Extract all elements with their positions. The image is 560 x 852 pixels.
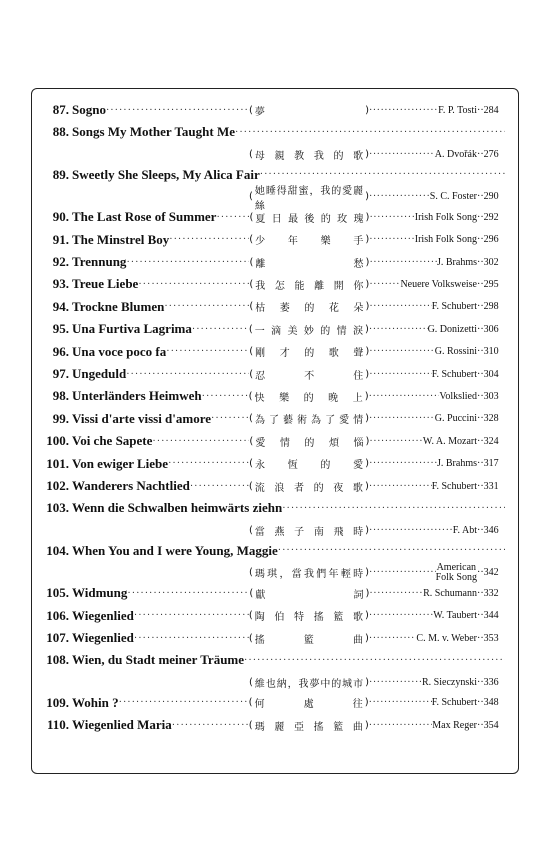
close-paren: ): [365, 676, 369, 688]
leader-dots: [126, 369, 249, 380]
leader-dots: [138, 279, 249, 290]
page-number: ·· 310: [477, 346, 505, 357]
toc-entry: [41, 206, 505, 228]
composer: J. Brahms: [437, 458, 477, 470]
composer: G. Puccini: [434, 413, 477, 425]
leader-dots: [235, 127, 505, 138]
composer: American Folk Song: [435, 561, 477, 583]
song-title: Ungeduld: [72, 366, 127, 381]
entry-number: 106.: [46, 607, 69, 623]
close-paren: ): [365, 587, 370, 599]
entry-number: 110.: [46, 717, 69, 733]
close-paren: ): [364, 480, 369, 492]
chinese-title: [249, 299, 369, 314]
toc-entry: [41, 121, 505, 143]
open-paren: (: [249, 458, 253, 470]
open-paren: (: [248, 697, 253, 709]
song-title: Wohin ?: [72, 694, 119, 710]
close-paren: ): [365, 458, 370, 470]
page-number: ·· 303: [477, 391, 505, 402]
song-title: Una voce poco fa: [72, 343, 167, 359]
chinese-title-text: 何處往: [254, 699, 363, 711]
song-title: Wiegenlied: [72, 607, 134, 623]
composer: S. C. Foster: [429, 191, 477, 203]
song-title: The Minstrel Boy: [72, 231, 170, 247]
toc-entry: [41, 229, 505, 251]
composer: A. Dvořák: [434, 148, 477, 160]
page-number: ·· 304: [477, 369, 505, 380]
chinese-title: [249, 608, 369, 623]
chinese-title-text: 她睡得甜蜜，我的愛麗絲: [254, 185, 364, 212]
composer: F. Schubert: [431, 301, 477, 313]
song-title: Unterländers Heimweh: [72, 388, 202, 404]
leader-dots: [152, 436, 249, 447]
leader-dots: [278, 545, 505, 556]
chinese-title-text: 剛才的歌聲: [255, 348, 364, 360]
leader-dots: [127, 588, 249, 599]
chinese-title: [249, 479, 369, 494]
chinese-title: [249, 456, 369, 471]
chinese-title-text: 瑪琪，當我們年輕時: [254, 569, 364, 581]
toc-entry: [41, 408, 505, 430]
leader-dots: [369, 525, 453, 536]
leader-dots: [369, 369, 431, 380]
toc-entry: [41, 692, 505, 714]
composer: Irish Folk Song: [414, 234, 477, 246]
leader-dots: [282, 503, 505, 514]
page-number: ·· 328: [477, 413, 505, 424]
composer: Max Reger: [432, 719, 477, 731]
chinese-title: [249, 277, 369, 292]
page-number: ·· 295: [477, 279, 505, 290]
song-title: Sogno: [72, 102, 106, 117]
leader-dots: [166, 346, 249, 357]
page-number: ·· 302: [477, 257, 505, 268]
close-paren: ): [365, 278, 370, 290]
leader-dots: [190, 481, 249, 492]
chinese-title: [249, 631, 369, 646]
page-number: ·· 346: [477, 525, 505, 536]
composer: G. Rossini: [434, 346, 477, 358]
open-paren: (: [249, 278, 254, 290]
open-paren: (: [249, 567, 253, 579]
toc-entry: [41, 273, 505, 295]
entry-number: 93.: [52, 276, 69, 292]
leader-dots: [369, 720, 433, 731]
chinese-title: [249, 695, 369, 710]
open-paren: (: [249, 211, 254, 223]
close-paren: ): [365, 234, 370, 246]
page-number: ·· 353: [477, 633, 505, 644]
toc-entry: [41, 605, 505, 627]
toc-entry: [41, 582, 505, 604]
toc-entry: [41, 296, 505, 318]
page-number: ·· 276: [477, 149, 505, 160]
leader-dots: [369, 588, 423, 599]
toc-entry: [41, 318, 505, 340]
page-number: ·· 336: [477, 677, 505, 688]
entry-number: 90.: [52, 209, 69, 225]
open-paren: (: [248, 480, 253, 492]
page-number: ·· 348: [477, 697, 505, 708]
open-paren: (: [249, 524, 253, 536]
close-paren: ): [365, 435, 370, 447]
close-paren: ): [365, 104, 369, 116]
leader-dots: [192, 324, 249, 335]
composer: F. Schubert: [431, 697, 477, 709]
open-paren: (: [249, 368, 254, 380]
chinese-title: [249, 232, 369, 247]
composer: G. Donizetti: [427, 323, 477, 335]
leader-dots: [369, 346, 435, 357]
toc-entry: [41, 649, 505, 671]
open-paren: (: [249, 148, 253, 160]
song-title: Wiegenlied Maria: [72, 717, 172, 733]
composer: J. Brahms: [437, 256, 477, 268]
toc-entry: [41, 99, 505, 121]
composer: F. Abt: [452, 524, 477, 536]
leader-dots: [211, 413, 249, 424]
entry-number: 108.: [46, 652, 69, 668]
toc-entry-detail: [249, 185, 505, 212]
chinese-title: [249, 586, 369, 601]
leader-dots: [369, 610, 433, 621]
song-title: Wiegenlied: [72, 630, 134, 645]
close-paren: ): [364, 697, 369, 709]
composer: C. M. v. Weber: [416, 632, 477, 644]
entry-number: 104.: [46, 542, 69, 558]
song-title: Voi che Sapete: [72, 433, 153, 449]
song-title: Widmung: [72, 585, 128, 601]
entry-number: 103.: [46, 500, 69, 516]
chinese-title: [249, 523, 369, 538]
chinese-title-text: 維也納，我夢中的城市: [254, 678, 364, 690]
leader-dots: [172, 720, 249, 731]
close-paren: ): [365, 567, 369, 579]
chinese-title-text: 獻詞: [255, 589, 364, 601]
chinese-title: [249, 389, 369, 404]
leader-dots: [369, 257, 437, 268]
leader-dots: [244, 655, 505, 666]
page-number: ·· 331: [477, 481, 505, 492]
leader-dots: [369, 697, 432, 708]
entry-number: 92.: [52, 254, 69, 269]
close-paren: ): [365, 191, 369, 203]
leader-dots: [126, 257, 249, 268]
composer: R. Schumann: [423, 587, 477, 599]
leader-dots: [369, 458, 437, 469]
chinese-title-text: 少年樂手: [255, 236, 364, 248]
chinese-title-text: 搖籃曲: [254, 634, 363, 646]
leader-dots: [369, 413, 435, 424]
composer: F. Schubert: [431, 368, 477, 380]
open-paren: (: [248, 610, 253, 622]
page-number: ·· 342: [477, 567, 505, 578]
chinese-title: [249, 255, 369, 270]
chinese-title-text: 母親教我的歌: [254, 150, 364, 162]
leader-dots: [369, 677, 422, 688]
entry-number: 95.: [52, 321, 69, 337]
chinese-title: [249, 210, 369, 225]
open-paren: (: [249, 435, 254, 447]
chinese-title-text: 夏日最後的玫瑰: [255, 213, 364, 225]
open-paren: (: [248, 323, 253, 335]
song-title: Trennung: [72, 254, 127, 269]
close-paren: ): [365, 368, 370, 380]
open-paren: (: [248, 390, 253, 402]
leader-dots: [164, 301, 249, 312]
chinese-title-text: 忍不住: [255, 370, 364, 382]
close-paren: ): [364, 632, 369, 644]
leader-dots: [369, 149, 435, 160]
leader-dots: [369, 481, 432, 492]
entry-number: 109.: [46, 694, 69, 710]
close-paren: ): [364, 610, 369, 622]
entry-number: 102.: [46, 478, 69, 493]
page-number: ·· 324: [477, 436, 505, 447]
chinese-title: [249, 565, 369, 580]
close-paren: ): [365, 524, 369, 536]
toc-entry-detail: [249, 562, 505, 584]
toc-entry: [41, 627, 505, 649]
composer: F. Schubert: [431, 480, 477, 492]
page-number: ·· 296: [477, 234, 505, 245]
composer: Volkslied: [439, 390, 477, 402]
page-number: ·· 292: [477, 212, 505, 223]
page-number: ·· 354: [477, 720, 505, 731]
composer: W. Taubert: [433, 610, 477, 622]
leader-dots: [369, 212, 414, 223]
composer: F. P. Tosti: [438, 104, 477, 116]
leader-dots: [369, 633, 417, 644]
open-paren: (: [249, 191, 253, 203]
leader-dots: [369, 234, 415, 245]
entry-number: 105.: [46, 585, 69, 601]
entry-number: 88.: [52, 124, 69, 140]
entry-number: 87.: [52, 102, 69, 117]
leader-dots: [169, 234, 249, 245]
chinese-title-text: 當燕子南飛時: [254, 526, 364, 538]
close-paren: ): [365, 301, 370, 313]
page-number: ·· 306: [477, 324, 505, 335]
toc-entry-detail: [249, 671, 505, 693]
leader-dots: [369, 279, 400, 290]
chinese-title-text: 一滴美妙的情淚: [254, 325, 363, 337]
song-title: Von ewiger Liebe: [72, 455, 169, 471]
entry-number: 94.: [52, 298, 69, 314]
toc-entry: [41, 714, 505, 736]
leader-dots: [369, 301, 431, 312]
chinese-title-text: 離愁: [255, 258, 364, 270]
toc-entry: [41, 453, 505, 475]
entry-number: 107.: [46, 630, 69, 645]
page-number: ·· 298: [477, 301, 505, 312]
song-title: Una Furtiva Lagrima: [72, 321, 192, 337]
open-paren: (: [249, 676, 253, 688]
chinese-title: [249, 411, 369, 426]
open-paren: (: [248, 719, 253, 731]
chinese-title-text: 陶伯特搖籃歌: [254, 612, 363, 624]
close-paren: ): [365, 346, 370, 358]
leader-dots: [369, 324, 428, 335]
page-number: ·· 332: [477, 588, 505, 599]
entry-number: 101.: [46, 455, 69, 471]
leader-dots: [369, 436, 423, 447]
leader-dots: [260, 169, 505, 180]
chinese-title-text: 快樂的晚上: [254, 392, 363, 404]
open-paren: (: [248, 632, 253, 644]
entry-number: 98.: [52, 388, 69, 404]
toc-entry: [41, 475, 505, 497]
toc-entry: [41, 363, 505, 385]
toc-entry: [41, 497, 505, 519]
song-title: Wanderers Nachtlied: [72, 478, 190, 493]
close-paren: ): [365, 148, 369, 160]
toc-entry: [41, 430, 505, 452]
chinese-title: [249, 434, 369, 449]
page-number: ·· 290: [477, 191, 505, 202]
open-paren: (: [248, 104, 253, 116]
page-number: ·· 344: [477, 610, 505, 621]
open-paren: (: [249, 587, 254, 599]
leader-dots: [202, 391, 249, 402]
leader-dots: [369, 391, 440, 402]
composer: Irish Folk Song: [414, 211, 477, 223]
leader-dots: [119, 697, 249, 708]
close-paren: ): [365, 211, 370, 223]
chinese-title-text: 枯萎的花朵: [255, 303, 364, 315]
open-paren: (: [249, 413, 253, 425]
chinese-title-text: 夢: [254, 106, 265, 118]
chinese-title: [249, 675, 369, 690]
song-title: Vissi d'arte vissi d'amore: [72, 410, 212, 426]
page-number: ·· 284: [477, 105, 505, 116]
entry-number: 97.: [52, 366, 69, 381]
leader-dots: [369, 567, 436, 578]
leader-dots: [106, 105, 249, 116]
chinese-title-text: 愛情的煩惱: [255, 437, 364, 449]
open-paren: (: [249, 256, 254, 268]
toc-entry-detail: [249, 519, 505, 541]
leader-dots: [134, 610, 249, 621]
song-title: Trockne Blumen: [72, 298, 165, 314]
song-title: Treue Liebe: [72, 276, 139, 292]
composer: W. A. Mozart: [422, 435, 477, 447]
entry-number: 96.: [52, 343, 69, 359]
composer: R. Sieczynski: [422, 676, 477, 688]
chinese-title: [249, 718, 369, 733]
close-paren: ): [365, 256, 370, 268]
leader-dots: [369, 105, 438, 116]
song-title: Sweetly She Sleeps, My Alica Fair: [72, 166, 260, 182]
leader-dots: [134, 633, 249, 644]
chinese-title: [249, 344, 369, 359]
chinese-title-text: 流浪者的夜歌: [254, 482, 363, 494]
entry-number: 99.: [52, 410, 69, 426]
entry-number: 89.: [52, 166, 69, 182]
leader-dots: [369, 191, 430, 202]
page-number: ·· 317: [477, 458, 505, 469]
leader-dots: [216, 212, 249, 223]
song-title: Songs My Mother Taught Me: [72, 124, 235, 140]
toc-entry: [41, 341, 505, 363]
composer: Neuere Volksweise: [400, 278, 477, 290]
open-paren: (: [249, 301, 254, 313]
entry-number: 91.: [52, 231, 69, 247]
song-title: The Last Rose of Summer: [72, 209, 217, 225]
song-title: Wenn die Schwalben heimwärts ziehn: [72, 500, 283, 516]
chinese-title: [249, 367, 369, 382]
chinese-title-text: 我怎能離開你: [255, 280, 364, 292]
chinese-title-text: 永恆的愛: [254, 460, 364, 472]
toc-entry-detail: [249, 143, 505, 165]
song-title: Wien, du Stadt meiner Träume: [72, 652, 245, 668]
toc-entry: [41, 385, 505, 407]
chinese-title-text: 瑪麗亞搖籃曲: [254, 721, 363, 733]
close-paren: ): [364, 390, 369, 402]
toc-entry: [41, 540, 505, 562]
chinese-title: [249, 103, 369, 118]
chinese-title: [249, 322, 369, 337]
leader-dots: [168, 458, 249, 469]
song-title: When You and I were Young, Maggie: [72, 542, 278, 558]
entry-number: 100.: [46, 433, 69, 449]
chinese-title-text: 為了藝術為了愛情: [254, 415, 364, 427]
open-paren: (: [249, 346, 254, 358]
close-paren: ): [364, 323, 369, 335]
close-paren: ): [364, 719, 369, 731]
toc-entry: [41, 251, 505, 273]
open-paren: (: [249, 234, 254, 246]
close-paren: ): [365, 413, 370, 425]
chinese-title: [249, 147, 369, 162]
